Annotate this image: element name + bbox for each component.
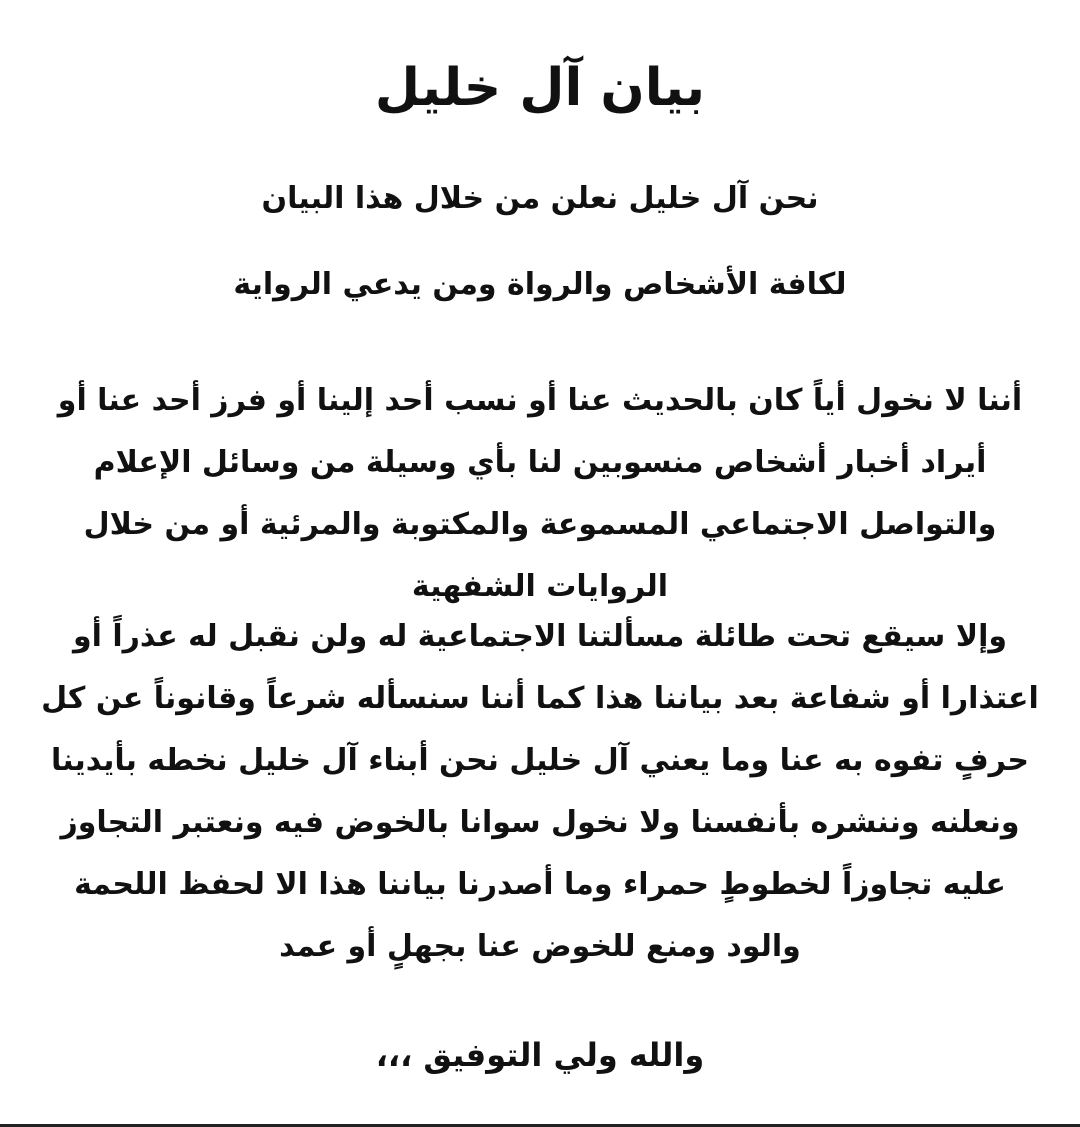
closing-line: والله ولي التوفيق ،،، [375,1036,705,1074]
intro-line-2: لكافة الأشخاص والرواة ومن يدعي الرواية [233,267,847,302]
intro-line-1: نحن آل خليل نعلن من خلال هذا البيان [261,181,819,216]
statement-paragraph-1: أننا لا نخول أياً كان بالحديث عنا أو نسب أحد إلينا أو فرز أحد عنا أو أيراد أخبار أشخاص منسوبين لنا بأي وسيلة من وسائل الإعلام والتواصل الاجتماعي المسموعة والمكتوبة والمرئية أو من خلال الروايات الشفهية [57,383,1023,604]
document-title: بيان آل خليل [374,58,706,118]
statement-paragraph-2: وإلا سيقع تحت طائلة مسألتنا الاجتماعية له ولن نقبل له عذراً أو اعتذارا أو شفاعة بعد بياننا هذا كما أننا سنسأله شرعاً وقانوناً عن كل حرفٍ تفوه به عنا وما يعني آل خليل نحن أبناء آل خليل نخطه بأيدينا ونعلنه وننشره بأنفسنا ولا نخول سوانا بالخوض فيه ونعتبر التجاوز عليه تجاوزاً لخطوطٍ حمراء وما أصدرنا بياننا هذا الا لحفظ اللحمة والود ومنع للخوض عنا بجهلٍ أو عمد [41,619,1039,964]
